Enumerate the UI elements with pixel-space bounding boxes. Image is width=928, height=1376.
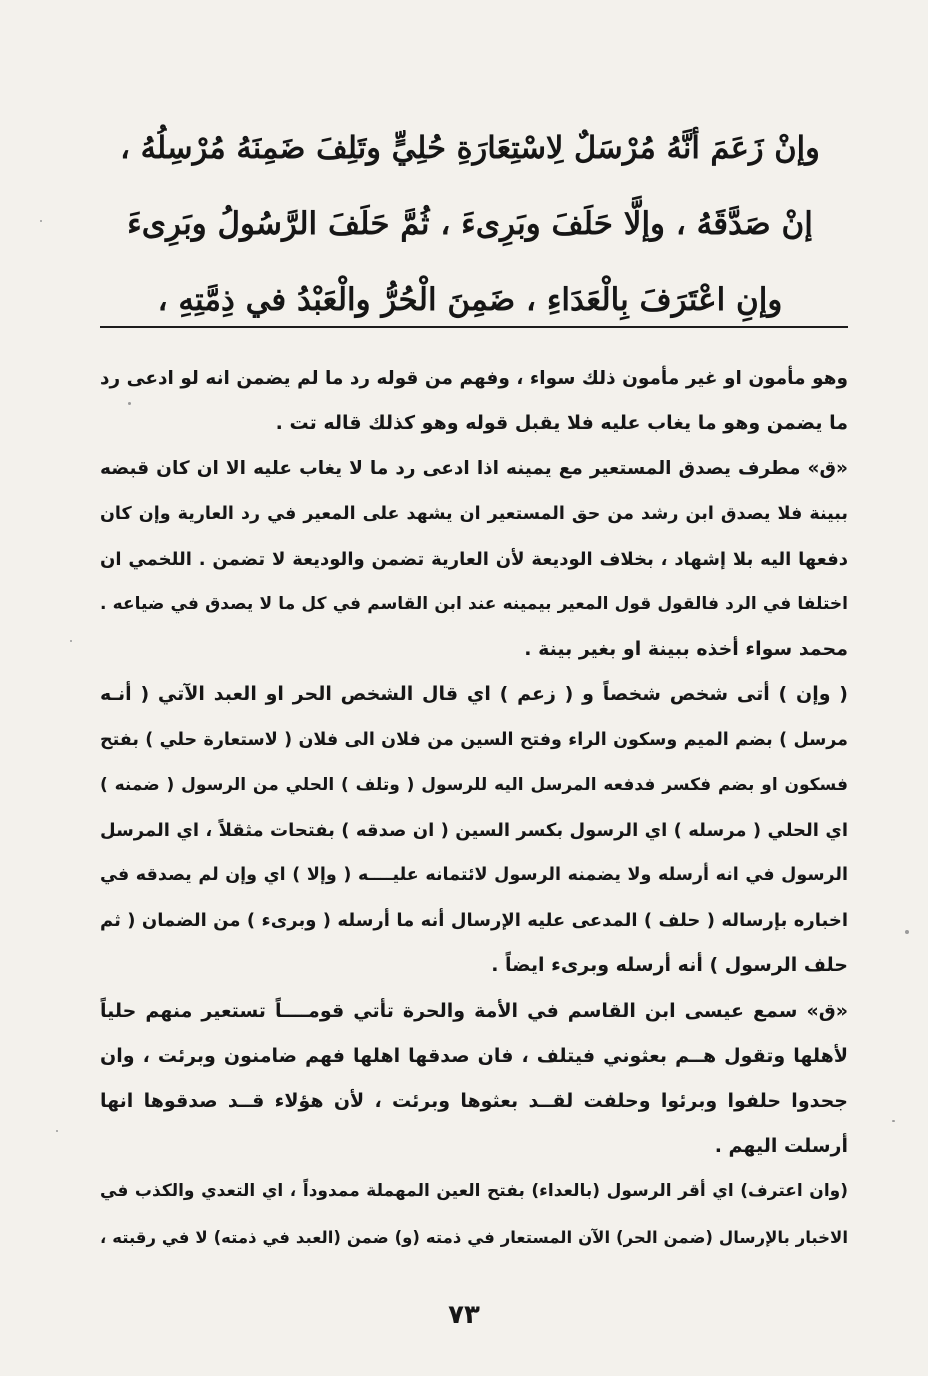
matn-verse — [120, 110, 820, 338]
commentary-line: فسكون او بضم فكسر فدفعه المرسل اليه للرسول ( وتلف ) الحلي من الرسول ( ضمنه ) — [100, 774, 848, 795]
commentary-line: جحدوا حلفوا وبرئوا وحلفت لقــد بعثوها وبرئت ، لأن هؤلاء قــد صدقوها انها — [100, 1090, 848, 1112]
commentary-line: الرسول في انه أرسله ولا يضمنه الرسول لائتمانه عليــــه ( وإلا ) اي وإن لم يصدقه في — [100, 865, 848, 886]
commentary-line: الاخبار بالإرسال (ضمن الحر) الآن المستعار في ذمته (و) ضمن (العبد في ذمته) لا في رقبته ، — [100, 1227, 848, 1247]
paper-speck — [56, 1130, 58, 1132]
verse-line: إنْ صَدَّقَهُ ، وإلَّا حَلَفَ وبَرِىءَ ، ثُمَّ حَلَفَ الرَّسُولُ وبَرِىءَ — [127, 206, 813, 242]
paper-speck — [70, 640, 72, 642]
commentary-line: ببينة فلا يصدق ابن رشد من حق المستعير ان يشهد على المعير في رد العارية وإن كان — [100, 503, 848, 524]
commentary-line: اخباره بإرساله ( حلف ) المدعى عليه الإرسال أنه ما أرسله ( وبرىء ) من الضمان ( ثم — [100, 910, 848, 932]
paper-speck — [892, 1120, 895, 1122]
commentary-line: «ق» مطرف يصدق المستعير مع يمينه اذا ادعى رد ما لا يغاب عليه الا ان كان قبضه — [100, 458, 848, 480]
commentary-line: أرسلت اليهم . — [714, 1135, 848, 1158]
commentary-line: ( وإن ) أتى شخص شخصاً و ( زعم ) اي قال الشخص الحر او العبد الآتي ( أنـه — [100, 683, 848, 706]
commentary-line: (وان اعترف) اي أقر الرسول (بالعداء) بفتح العين المهملة ممدوداً ، اي التعدي والكذب في — [100, 1181, 848, 1202]
commentary-line: «ق» سمع عيسى ابن القاسم في الأمة والحرة تأتي قومــــاً تستعير منهم حلياً — [100, 999, 848, 1022]
commentary-line: ما يضمن وهو ما يغاب عليه فلا يقبل قوله وهو كذلك قاله تت . — [275, 412, 848, 435]
commentary-line: حلف الرسول ) أنه أرسله وبرىء ايضاً . — [491, 954, 848, 977]
commentary-line: اي الحلي ( مرسله ) اي الرسول بكسر السين ( ان صدقه ) بفتحات مثقلاً ، اي المرسل — [100, 819, 848, 841]
paper-speck — [40, 220, 42, 222]
page-number: ٧٣ — [448, 1300, 480, 1330]
commentary-text — [100, 356, 848, 1260]
commentary-line: مرسل ) بضم الميم وسكون الراء وفتح السين من فلان الى فلان ( لاستعارة حلي ) بفتح — [100, 729, 848, 750]
verse-line: وإنْ زَعَمَ أنَّهُ مُرْسَلٌ لِاسْتِعَارَةِ حُلِيٍّ وتَلِفَ ضَمِنَهُ مُرْسِلُهُ ، — [120, 130, 820, 166]
commentary-line: لأهلها وتقول هــم بعثوني فيتلف ، فان صدقها اهلها فهم ضامنون وبرئت ، وان — [100, 1044, 848, 1067]
commentary-line: وهو مأمون او غير مأمون ذلك سواء ، وفهم من قوله رد ما لم يضمن انه لو ادعى رد — [100, 368, 848, 389]
verse-line: وإنِ اعْتَرَفَ بِالْعَدَاءِ ، ضَمِنَ الْحُرُّ والْعَبْدُ في ذِمَّتِهِ ، — [157, 282, 783, 318]
paper-speck — [905, 930, 909, 934]
commentary-line: دفعها اليه بلا إشهاد ، بخلاف الوديعة لأن العارية تضمن والوديعة لا تضمن . اللخمي ان — [100, 548, 848, 570]
separator-rule — [100, 326, 848, 328]
commentary-line: اختلفا في الرد فالقول قول المعير بيمينه عند ابن القاسم في كل ما لا يصدق في ضياعه . — [100, 593, 848, 614]
commentary-line: محمد سواء أخذه ببينة او بغير بينة . — [524, 638, 848, 661]
